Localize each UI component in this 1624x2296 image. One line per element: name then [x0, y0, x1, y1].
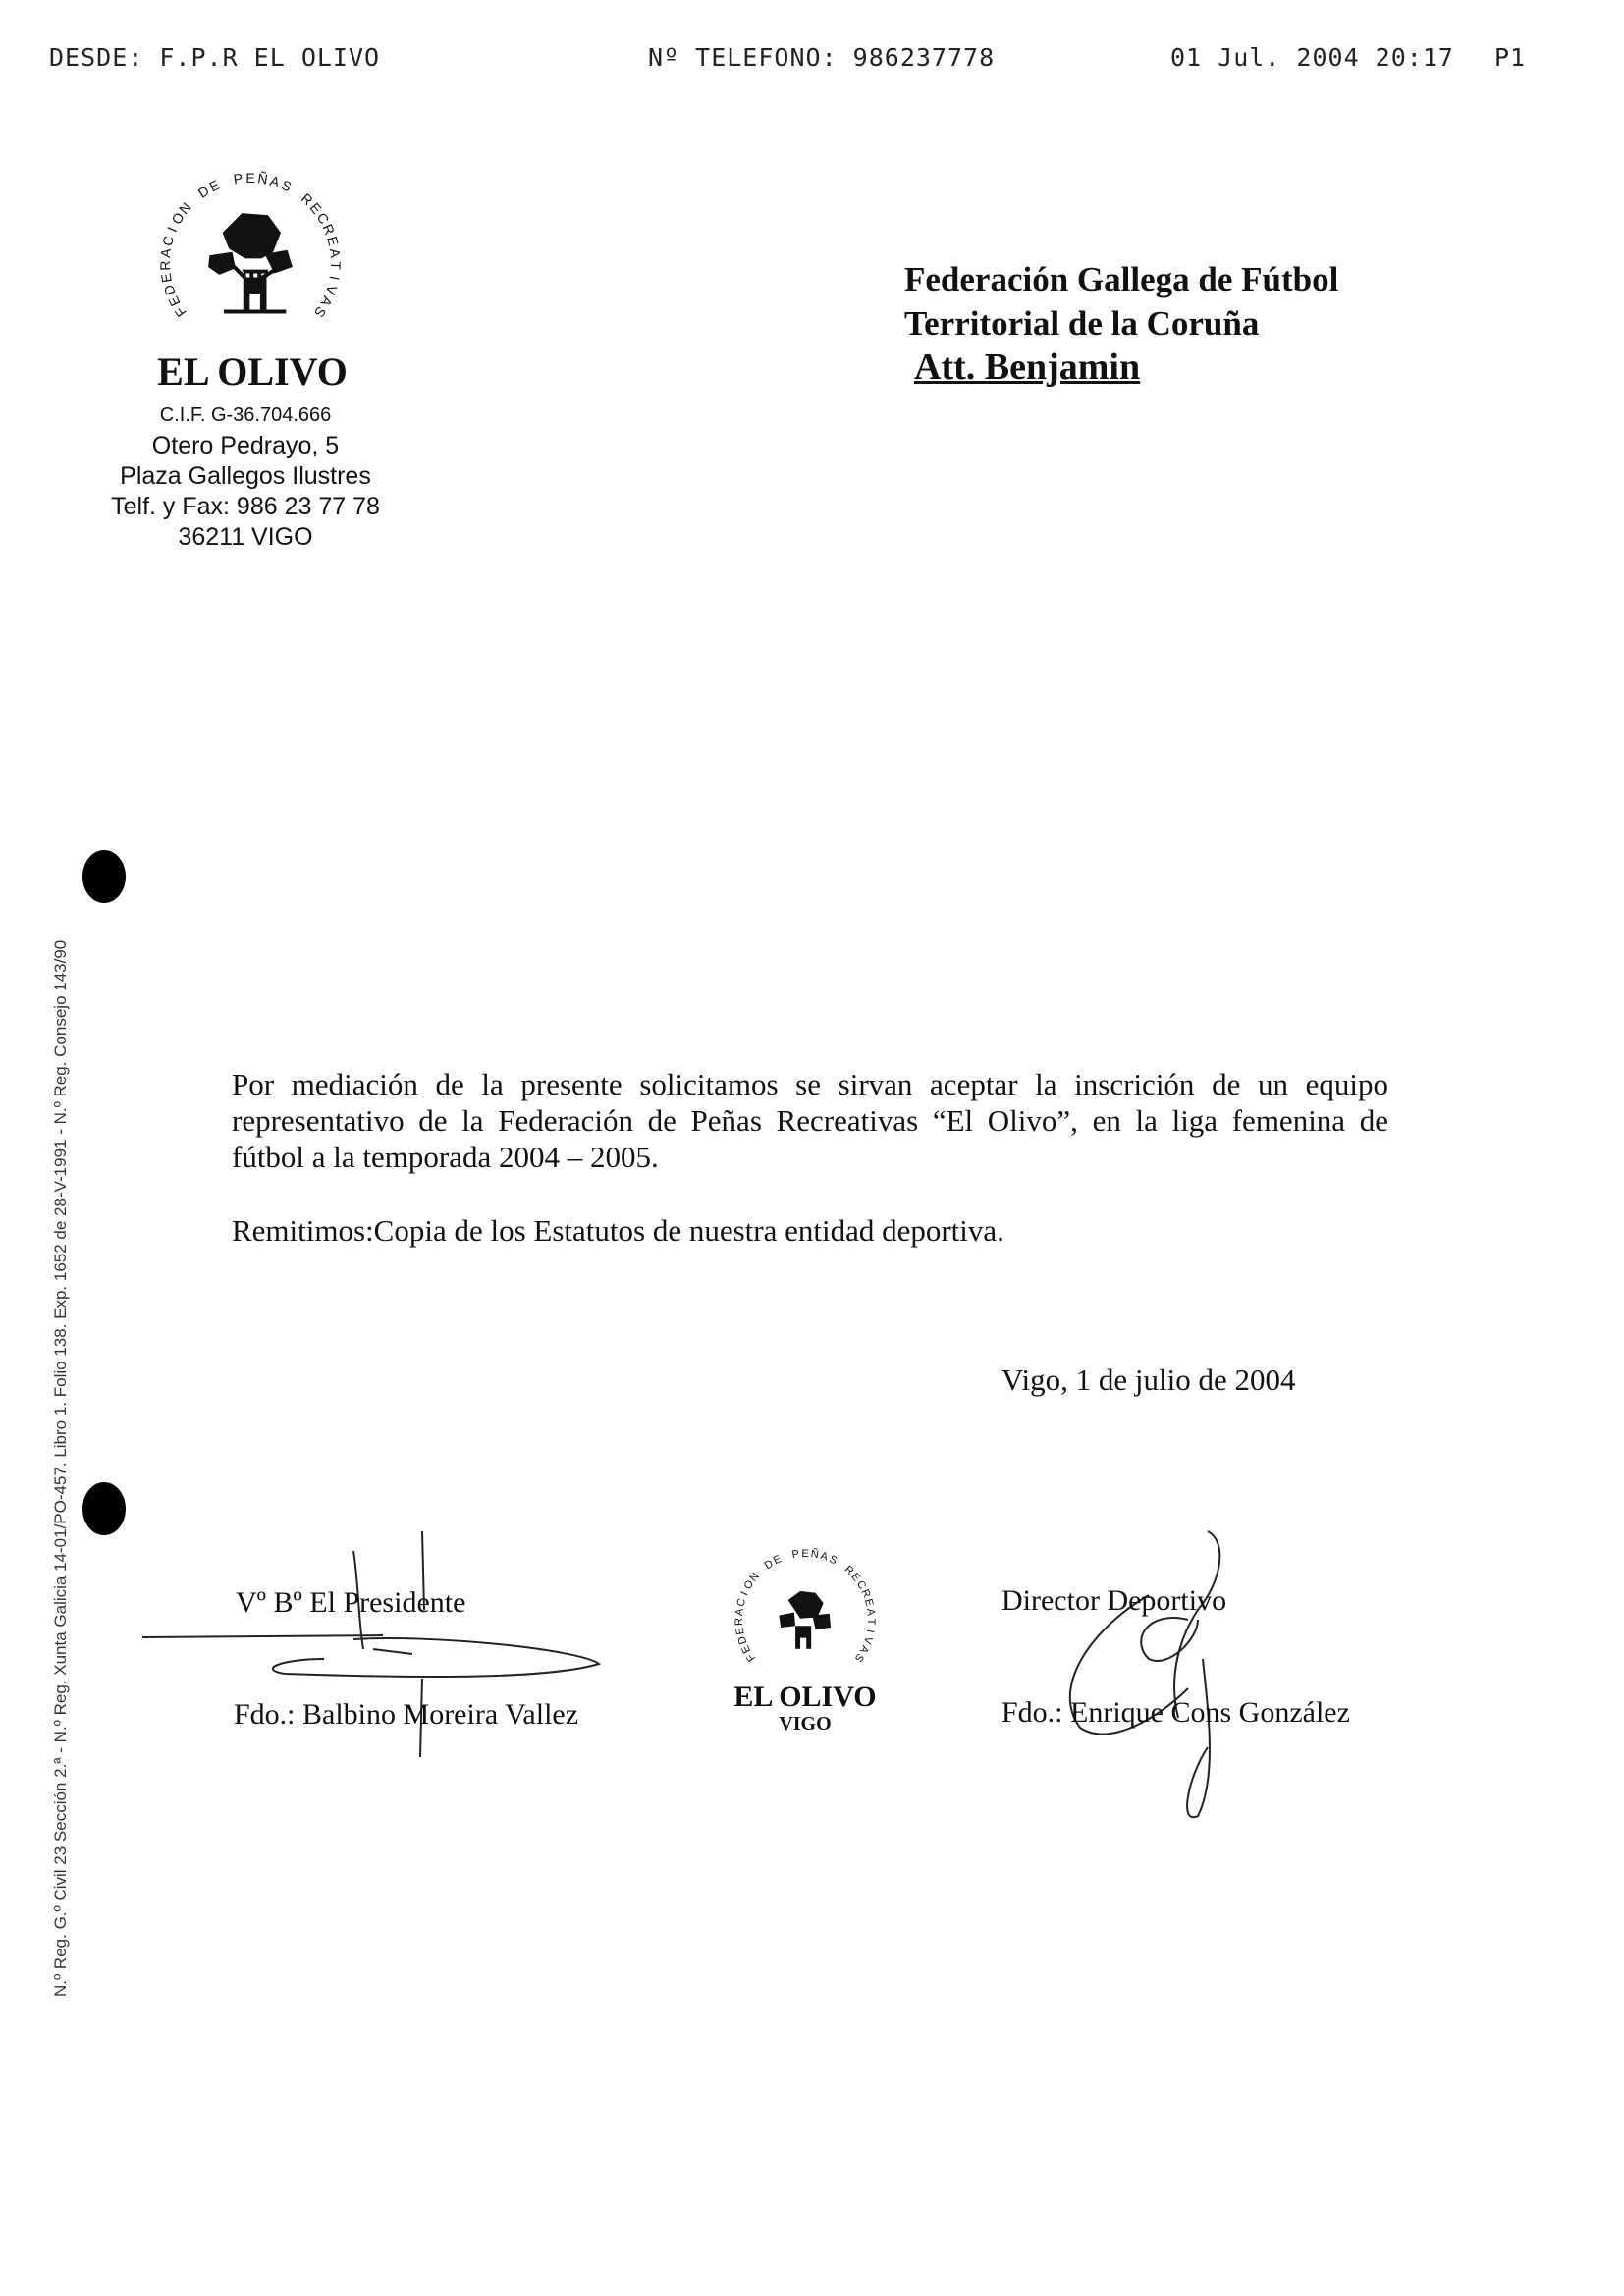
ring-letter: E — [165, 294, 184, 309]
ring-letter: E — [245, 170, 255, 186]
ring-letter: A — [157, 247, 175, 259]
ring-letter: T — [327, 261, 345, 271]
body-line: fútbol a la temporada 2004 – 2005. — [232, 1140, 659, 1174]
fax-phone: Nº TELEFONO: 986237778 — [648, 43, 996, 72]
ring-letter: I — [863, 1629, 877, 1634]
letter-body — [232, 1066, 1388, 1175]
ring-letter: S — [311, 303, 330, 321]
body-line: Por mediación de la presente solicitamos se sirvan aceptar la inscrición de un equipo — [232, 1067, 1388, 1101]
ring-letter: R — [156, 260, 174, 271]
president-name: Fdo.: Balbino Moreira Vallez — [234, 1698, 579, 1731]
ring-letter: E — [733, 1626, 747, 1636]
ring-letter: E — [324, 234, 342, 248]
recipient-line: Federación Gallega de Fútbol — [904, 260, 1339, 298]
ring-letter: C — [313, 209, 333, 227]
body-line: representativo de la Federación de Peñas Recreativas “El Olivo”, en la liga femenina de — [232, 1103, 1388, 1138]
ring-letter: A — [733, 1607, 746, 1617]
ring-letter: E — [771, 1553, 784, 1568]
ring-letter: D — [762, 1557, 776, 1573]
ring-letter: I — [164, 224, 181, 235]
ring-letter: V — [322, 283, 341, 297]
president-title: Vº Bº El Presidente — [236, 1586, 466, 1619]
ring-letter: N — [175, 199, 194, 218]
ring-letter: R — [858, 1587, 873, 1600]
registry-side-text: N.º Reg. G.º Civil 23 Sección 2.ª - N.º Reg. Xunta Galicia 14-01/PO-457. Libro 1. Folio 138. Exp. 1652 de 28-V-1991 - N.º Reg. Consejo 143/90 — [51, 939, 70, 1997]
ring-letter: A — [326, 247, 344, 259]
ring-letter: R — [732, 1617, 746, 1627]
ring-letter: A — [864, 1607, 877, 1617]
stamp-city: VIGO — [779, 1713, 832, 1735]
ring-letter: R — [298, 189, 316, 209]
punch-hole-mark — [82, 850, 126, 903]
postal-city: 36211 VIGO — [178, 523, 313, 551]
ring-letter: C — [158, 234, 177, 248]
ring-letter: C — [853, 1578, 869, 1592]
stamp-emblem — [779, 1591, 831, 1649]
ring-letter: F — [744, 1651, 758, 1664]
ring-letter: I — [326, 274, 343, 282]
fax-page: P1 — [1494, 43, 1527, 72]
letterhead-address — [79, 400, 412, 553]
ring-letter: T — [864, 1618, 878, 1626]
enclosure-note: Remitimos:Copia de los Estatutos de nuestra entidad deportiva. — [232, 1213, 1004, 1248]
ring-letter: E — [801, 1548, 809, 1560]
ring-letter: O — [168, 209, 188, 228]
punch-hole-mark — [82, 1482, 126, 1535]
director-signature — [1031, 1522, 1267, 1826]
director-name: Fdo.: Enrique Cons González — [1001, 1696, 1350, 1729]
stamp-name: EL OLIVO — [733, 1681, 877, 1713]
fax-datetime: 01 Jul. 2004 20:17 — [1170, 43, 1454, 72]
ring-letter: I — [738, 1589, 751, 1598]
organization-name: EL OLIVO — [157, 349, 348, 394]
ring-letter: A — [268, 172, 282, 190]
recipient-attention: Att. Benjamin — [914, 347, 1141, 388]
ring-letter: E — [306, 199, 325, 217]
el-olivo-stamp — [722, 1541, 889, 1737]
place-date: Vigo, 1 de julio de 2004 — [1001, 1362, 1296, 1397]
ring-letter: E — [848, 1571, 863, 1584]
ring-letter: S — [827, 1553, 839, 1568]
fax-sender: DESDE: F.P.R EL OLIVO — [49, 43, 381, 72]
ring-letter: A — [856, 1643, 871, 1656]
ring-letter: P — [790, 1548, 800, 1562]
ring-letter: A — [818, 1550, 830, 1564]
ring-letter: E — [206, 176, 222, 195]
ring-letter: D — [735, 1634, 750, 1646]
ring-letter: E — [861, 1597, 876, 1608]
ring-letter: F — [171, 303, 189, 320]
recipient-block — [904, 257, 1338, 390]
ring-letter: E — [157, 272, 176, 285]
ring-letter: D — [194, 182, 212, 201]
ring-letter: N — [747, 1571, 762, 1584]
ring-letter: S — [851, 1650, 866, 1664]
address-line: Otero Pedrayo, 5 — [151, 432, 340, 459]
ring-letter: P — [232, 170, 244, 187]
el-olivo-logo — [147, 165, 353, 347]
ring-letter: Ñ — [809, 1548, 820, 1562]
ring-letter: R — [319, 221, 339, 238]
ring-letter: A — [317, 294, 336, 309]
director-title: Director Deportivo — [1001, 1584, 1227, 1617]
ring-letter: R — [841, 1563, 856, 1578]
ring-letter: C — [734, 1597, 749, 1609]
address-line: Plaza Gallegos Ilustres — [120, 462, 371, 490]
ring-letter: S — [279, 176, 295, 195]
phone-fax: Telf. y Fax: 986 23 77 78 — [111, 493, 380, 520]
tree-tower-emblem — [208, 213, 293, 313]
ring-letter: D — [160, 283, 179, 297]
ring-letter: E — [739, 1643, 754, 1656]
ring-letter: O — [741, 1578, 757, 1592]
ring-letter: V — [860, 1634, 875, 1646]
ring-letter: Ñ — [256, 170, 269, 187]
cif: C.I.F. G-36.704.666 — [159, 404, 332, 426]
recipient-line: Territorial de la Coruña — [904, 304, 1260, 343]
